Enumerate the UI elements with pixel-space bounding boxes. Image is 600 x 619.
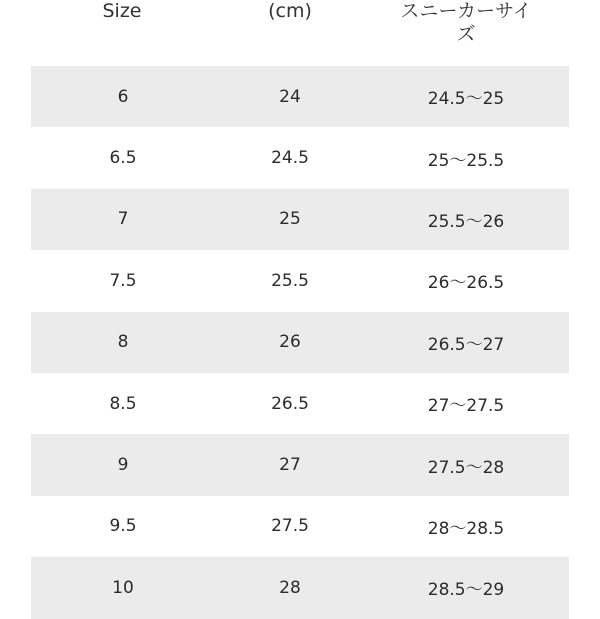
sneaker-size-cell: 26.5〜27 bbox=[427, 334, 505, 355]
sneaker-size-cell: 27〜27.5 bbox=[427, 396, 505, 417]
uk-size-cell: 8 bbox=[117, 332, 129, 353]
japan-cm-cell: 26.5 bbox=[271, 393, 309, 414]
table-row bbox=[31, 496, 569, 557]
table-row bbox=[31, 373, 569, 434]
uk-size-cell: 9 bbox=[117, 455, 129, 476]
uk-size-cell: 6.5 bbox=[109, 148, 137, 169]
header-sneaker-size-line: ズ bbox=[456, 23, 476, 45]
header-sneaker-size bbox=[376, 0, 556, 46]
sneaker-size-cell: 28〜28.5 bbox=[427, 518, 505, 539]
japan-cm-cell: 24.5 bbox=[271, 148, 309, 169]
sneaker-size-cell: 25.5〜26 bbox=[427, 211, 505, 232]
japan-cm-cell: 26 bbox=[279, 332, 301, 353]
table-header bbox=[0, 0, 600, 49]
sneaker-size-cell: 27.5〜28 bbox=[427, 457, 505, 478]
japan-cm-cell: 27.5 bbox=[271, 516, 309, 537]
table-row bbox=[31, 66, 569, 127]
uk-size-cell: 7.5 bbox=[109, 270, 137, 291]
japan-cm-cell: 28 bbox=[279, 577, 301, 598]
sneaker-size-cell: 25〜25.5 bbox=[427, 150, 505, 171]
sneaker-size-cell: 28.5〜29 bbox=[427, 580, 505, 601]
table-row bbox=[31, 312, 569, 373]
uk-size-cell: 9.5 bbox=[109, 516, 137, 537]
size-table bbox=[31, 66, 569, 619]
header-japan-cm bbox=[220, 0, 360, 23]
japan-cm-cell: 25.5 bbox=[271, 270, 309, 291]
japan-cm-cell: 27 bbox=[279, 455, 301, 476]
uk-size-cell: 7 bbox=[117, 209, 129, 230]
japan-cm-cell: 24 bbox=[279, 86, 301, 107]
header-uk-size-line: Size bbox=[102, 0, 142, 22]
table-row bbox=[31, 127, 569, 188]
table-row bbox=[31, 434, 569, 495]
japan-cm-cell: 25 bbox=[279, 209, 301, 230]
header-sneaker-size-line: スニーカーサイ bbox=[400, 0, 532, 22]
uk-size-cell: 6 bbox=[117, 86, 129, 107]
sneaker-size-cell: 24.5〜25 bbox=[427, 89, 505, 110]
header-uk-size bbox=[62, 0, 182, 23]
header-japan-cm-line: (cm) bbox=[268, 0, 312, 22]
table-row bbox=[31, 189, 569, 250]
table-row bbox=[31, 250, 569, 311]
uk-size-cell: 8.5 bbox=[109, 393, 137, 414]
sneaker-size-cell: 26〜26.5 bbox=[427, 273, 505, 294]
table-row bbox=[31, 557, 569, 618]
uk-size-cell: 10 bbox=[112, 577, 134, 598]
